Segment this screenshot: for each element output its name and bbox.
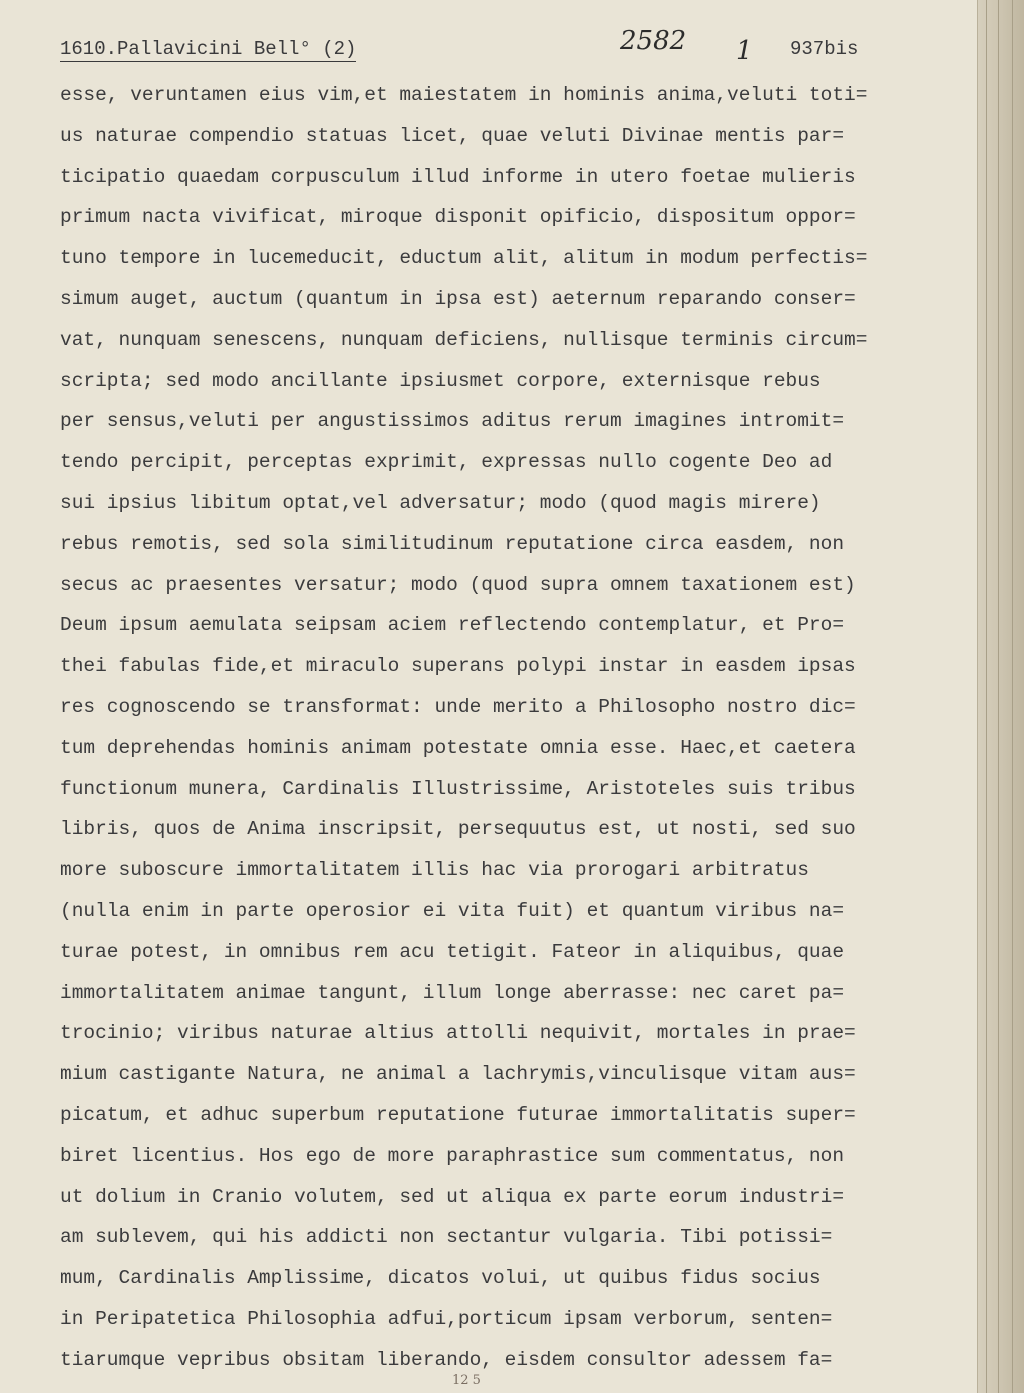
text-line: secus ac praesentes versatur; modo (quod supra omnem taxationem est) xyxy=(60,573,856,596)
text-line: tiarumque vepribus obsitam liberando, eisdem consultor adessem fa= xyxy=(60,1348,833,1371)
text-line: in Peripatetica Philosophia adfui,porticum ipsam verborum, senten= xyxy=(60,1307,833,1330)
text-line: libris, quos de Anima inscripsit, persequutus est, ut nosti, sed suo xyxy=(60,818,856,841)
page-header xyxy=(60,26,940,68)
text-line: rebus remotis, sed sola similitudinum reputatione circa easdem, non xyxy=(60,532,845,555)
text-line: ticipatio quaedam corpusculum illud informe in utero foetae mulieris xyxy=(60,165,856,188)
folio-number: 937bis xyxy=(790,38,859,60)
document-reference: 1610.Pallavicini Bell° (2) xyxy=(60,38,357,60)
text-line: immortalitatem animae tangunt, illum longe aberrasse: nec caret pa= xyxy=(60,981,845,1004)
edge-line xyxy=(1012,0,1013,1393)
text-line: esse, veruntamen eius vim,et maiestatem in hominis anima,veluti toti= xyxy=(60,84,868,106)
handwritten-number: 2582 xyxy=(620,26,687,56)
page-edge xyxy=(977,0,1024,1393)
handwritten-mark: 1 xyxy=(736,36,753,66)
text-line: Deum ipsum aemulata seipsam aciem reflectendo contemplatur, et Pro= xyxy=(60,614,845,637)
edge-line xyxy=(998,0,999,1393)
text-line: per sensus,veluti per angustissimos aditus rerum imagines intromit= xyxy=(60,410,845,433)
text-line: more suboscure immortalitatem illis hac via prorogari arbitratus xyxy=(60,859,809,882)
text-line: biret licentius. Hos ego de more paraphrastice sum commentatus, non xyxy=(60,1144,845,1167)
text-line: mum, Cardinalis Amplissime, dicatos volui, ut quibus fidus socius xyxy=(60,1267,821,1290)
text-line: picatum, et adhuc superbum reputatione futurae immortalitatis super= xyxy=(60,1103,856,1126)
edge-line xyxy=(986,0,987,1393)
text-line: sui ipsius libitum optat,vel adversatur; modo (quod magis mirere) xyxy=(60,491,821,514)
text-line: tendo percipit, perceptas exprimit, expressas nullo cogente Deo ad xyxy=(60,451,833,474)
text-line: simum auget, auctum (quantum in ipsa est) aeternum reparando conser= xyxy=(60,287,856,310)
text-line: res cognoscendo se transformat: unde merito a Philosopho nostro dic= xyxy=(60,695,856,718)
footer-mark: 12 5 xyxy=(452,1373,481,1388)
text-line: trocinio; viribus naturae altius attolli nequivit, mortales in prae= xyxy=(60,1022,856,1045)
text-line: (nulla enim in parte operosior ei vita fuit) et quantum viribus na= xyxy=(60,899,845,922)
text-line: am sublevem, qui his addicti non sectantur vulgaria. Tibi potissi= xyxy=(60,1226,833,1249)
text-line: ut dolium in Cranio volutem, sed ut aliqua ex parte eorum industri= xyxy=(60,1185,845,1208)
text-line: thei fabulas fide,et miraculo superans polypi instar in easdem ipsas xyxy=(60,655,856,678)
text-line: tum deprehendas hominis animam potestate omnia esse. Haec,et caetera xyxy=(60,736,856,759)
text-line: tuno tempore in lucemeducit, eductum alit, alitum in modum perfectis= xyxy=(60,247,868,270)
text-line: mium castigante Natura, ne animal a lachrymis,vinculisque vitam aus= xyxy=(60,1063,856,1086)
text-line: primum nacta vivificat, miroque disponit opificio, dispositum oppor= xyxy=(60,206,856,229)
text-line: vat, nunquam senescens, nunquam deficiens, nullisque terminis circum= xyxy=(60,328,868,351)
text-line: us naturae compendio statuas licet, quae veluti Divinae mentis par= xyxy=(60,124,845,147)
text-line: scripta; sed modo ancillante ipsiusmet corpore, externisque rebus xyxy=(60,369,821,392)
text-line: functionum munera, Cardinalis Illustrissime, Aristoteles suis tribus xyxy=(60,777,856,800)
body-text xyxy=(60,78,960,1384)
text-line: turae potest, in omnibus rem acu tetigit. Fateor in aliquibus, quae xyxy=(60,940,845,963)
